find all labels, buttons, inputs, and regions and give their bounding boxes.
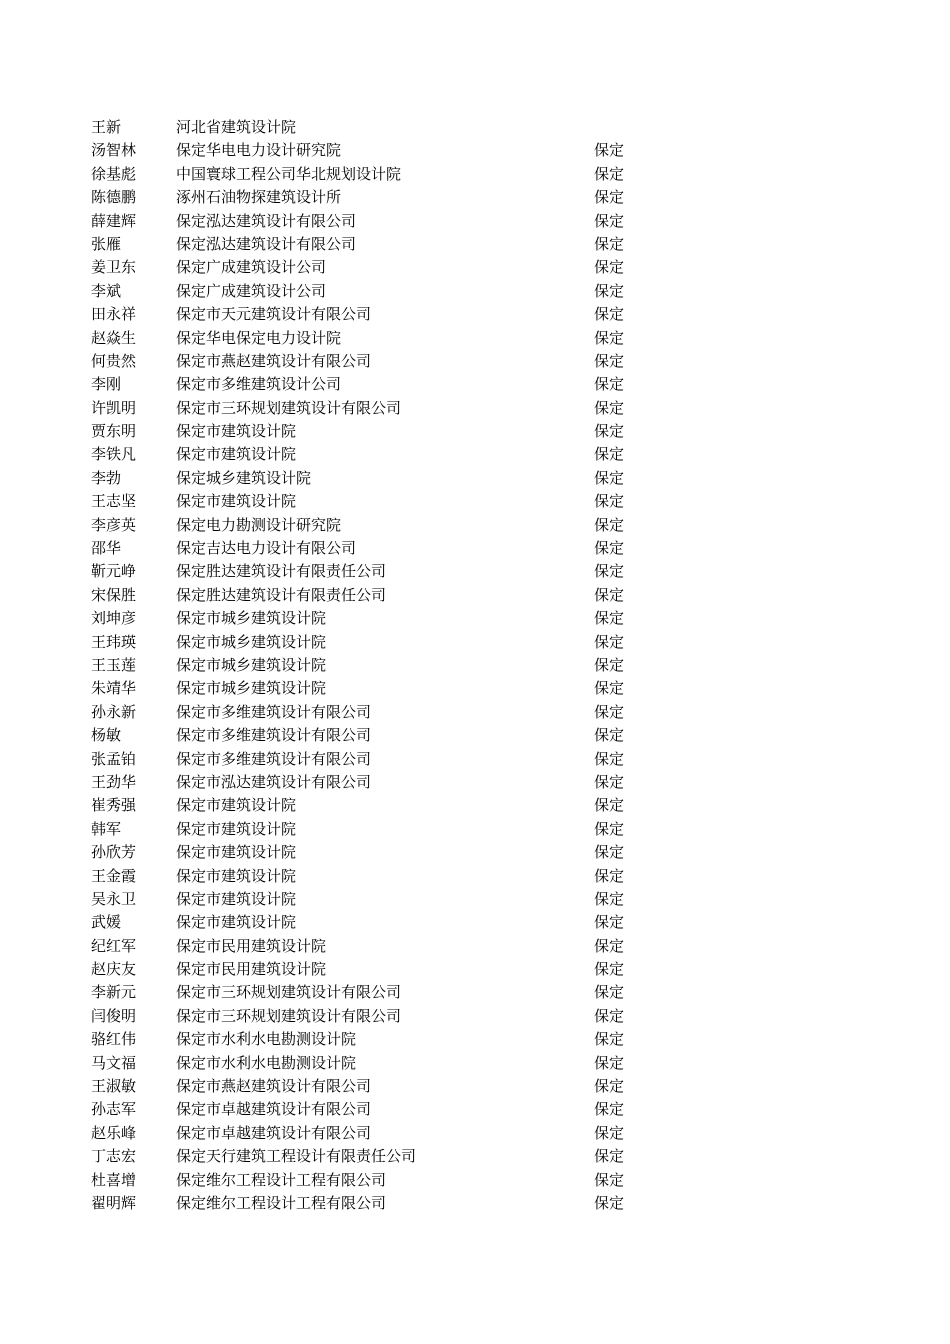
person-name-cell: 杨敏 bbox=[91, 726, 122, 745]
city-cell: 保定 bbox=[594, 1170, 625, 1189]
city-cell: 保定 bbox=[594, 1100, 625, 1119]
organization-cell: 保定市水利水电勘测设计院 bbox=[176, 1030, 357, 1049]
table-row bbox=[0, 139, 950, 162]
organization-cell: 保定维尔工程设计工程有限公司 bbox=[176, 1193, 387, 1212]
city-cell: 保定 bbox=[594, 819, 625, 838]
organization-cell: 保定市建筑设计院 bbox=[176, 422, 297, 441]
city-cell: 保定 bbox=[594, 328, 625, 347]
table-row bbox=[0, 537, 950, 560]
city-cell: 保定 bbox=[594, 164, 625, 183]
table-row bbox=[0, 677, 950, 700]
city-cell: 保定 bbox=[594, 1123, 625, 1142]
table-row bbox=[0, 1075, 950, 1098]
table-row bbox=[0, 584, 950, 607]
table-row bbox=[0, 1145, 950, 1168]
organization-cell: 保定市建筑设计院 bbox=[176, 819, 297, 838]
table-row bbox=[0, 794, 950, 817]
organization-cell: 保定市三环规划建筑设计有限公司 bbox=[176, 983, 402, 1002]
city-cell: 保定 bbox=[594, 188, 625, 207]
organization-cell: 保定市多维建筑设计公司 bbox=[176, 375, 342, 394]
person-name-cell: 陈德鹏 bbox=[91, 188, 137, 207]
table-row bbox=[0, 210, 950, 233]
table-row bbox=[0, 397, 950, 420]
table-row bbox=[0, 981, 950, 1004]
city-cell: 保定 bbox=[594, 585, 625, 604]
person-name-cell: 马文福 bbox=[91, 1053, 137, 1072]
organization-cell: 保定市燕赵建筑设计有限公司 bbox=[176, 1077, 372, 1096]
person-name-cell: 宋保胜 bbox=[91, 585, 137, 604]
table-row bbox=[0, 1192, 950, 1215]
table-row bbox=[0, 420, 950, 443]
organization-cell: 保定市建筑设计院 bbox=[176, 889, 297, 908]
person-name-cell: 丁志宏 bbox=[91, 1147, 137, 1166]
city-cell: 保定 bbox=[594, 960, 625, 979]
table-row bbox=[0, 443, 950, 466]
table-row bbox=[0, 1028, 950, 1051]
table-row bbox=[0, 1122, 950, 1145]
table-row bbox=[0, 841, 950, 864]
person-name-cell: 许凯明 bbox=[91, 398, 137, 417]
person-name-cell: 李刚 bbox=[91, 375, 122, 394]
city-cell: 保定 bbox=[594, 234, 625, 253]
city-cell: 保定 bbox=[594, 772, 625, 791]
city-cell: 保定 bbox=[594, 258, 625, 277]
organization-cell: 保定泓达建筑设计有限公司 bbox=[176, 211, 357, 230]
person-name-cell: 王劲华 bbox=[91, 772, 137, 791]
table-row bbox=[0, 1098, 950, 1121]
person-name-cell: 赵焱生 bbox=[91, 328, 137, 347]
organization-cell: 保定天行建筑工程设计有限责任公司 bbox=[176, 1147, 417, 1166]
organization-cell: 保定市建筑设计院 bbox=[176, 445, 297, 464]
person-name-cell: 李新元 bbox=[91, 983, 137, 1002]
city-cell: 保定 bbox=[594, 749, 625, 768]
roster-table bbox=[0, 116, 950, 1215]
table-row bbox=[0, 771, 950, 794]
table-row bbox=[0, 116, 950, 139]
person-name-cell: 李斌 bbox=[91, 281, 122, 300]
person-name-cell: 闫俊明 bbox=[91, 1006, 137, 1025]
table-row bbox=[0, 256, 950, 279]
organization-cell: 保定市建筑设计院 bbox=[176, 913, 297, 932]
organization-cell: 保定胜达建筑设计有限责任公司 bbox=[176, 585, 387, 604]
city-cell: 保定 bbox=[594, 679, 625, 698]
city-cell: 保定 bbox=[594, 1053, 625, 1072]
table-row bbox=[0, 186, 950, 209]
city-cell: 保定 bbox=[594, 1147, 625, 1166]
organization-cell: 保定市城乡建筑设计院 bbox=[176, 655, 327, 674]
city-cell: 保定 bbox=[594, 515, 625, 534]
person-name-cell: 武媛 bbox=[91, 913, 122, 932]
city-cell: 保定 bbox=[594, 702, 625, 721]
organization-cell: 保定市卓越建筑设计有限公司 bbox=[176, 1123, 372, 1142]
organization-cell: 保定市建筑设计院 bbox=[176, 492, 297, 511]
city-cell: 保定 bbox=[594, 141, 625, 160]
person-name-cell: 何贵然 bbox=[91, 351, 137, 370]
city-cell: 保定 bbox=[594, 983, 625, 1002]
person-name-cell: 张雁 bbox=[91, 234, 122, 253]
table-row bbox=[0, 818, 950, 841]
city-cell: 保定 bbox=[594, 796, 625, 815]
person-name-cell: 崔秀强 bbox=[91, 796, 137, 815]
person-name-cell: 王志坚 bbox=[91, 492, 137, 511]
organization-cell: 保定市水利水电勘测设计院 bbox=[176, 1053, 357, 1072]
city-cell: 保定 bbox=[594, 422, 625, 441]
person-name-cell: 汤智林 bbox=[91, 141, 137, 160]
table-row bbox=[0, 373, 950, 396]
organization-cell: 保定市城乡建筑设计院 bbox=[176, 609, 327, 628]
organization-cell: 保定市民用建筑设计院 bbox=[176, 936, 327, 955]
table-row bbox=[0, 865, 950, 888]
person-name-cell: 张孟铂 bbox=[91, 749, 137, 768]
person-name-cell: 刘坤彦 bbox=[91, 609, 137, 628]
organization-cell: 保定胜达建筑设计有限责任公司 bbox=[176, 562, 387, 581]
person-name-cell: 纪红军 bbox=[91, 936, 137, 955]
table-row bbox=[0, 911, 950, 934]
table-row bbox=[0, 350, 950, 373]
organization-cell: 保定市城乡建筑设计院 bbox=[176, 679, 327, 698]
city-cell: 保定 bbox=[594, 913, 625, 932]
table-row bbox=[0, 233, 950, 256]
city-cell: 保定 bbox=[594, 281, 625, 300]
table-row bbox=[0, 163, 950, 186]
city-cell: 保定 bbox=[594, 305, 625, 324]
person-name-cell: 赵乐峰 bbox=[91, 1123, 137, 1142]
table-row bbox=[0, 327, 950, 350]
city-cell: 保定 bbox=[594, 1030, 625, 1049]
table-row bbox=[0, 748, 950, 771]
city-cell: 保定 bbox=[594, 398, 625, 417]
city-cell: 保定 bbox=[594, 843, 625, 862]
city-cell: 保定 bbox=[594, 1193, 625, 1212]
person-name-cell: 王玮瑛 bbox=[91, 632, 137, 651]
organization-cell: 涿州石油物探建筑设计所 bbox=[176, 188, 342, 207]
table-row bbox=[0, 303, 950, 326]
table-row bbox=[0, 724, 950, 747]
table-row bbox=[0, 280, 950, 303]
city-cell: 保定 bbox=[594, 726, 625, 745]
organization-cell: 保定市建筑设计院 bbox=[176, 866, 297, 885]
organization-cell: 保定华电保定电力设计院 bbox=[176, 328, 342, 347]
city-cell: 保定 bbox=[594, 889, 625, 908]
city-cell: 保定 bbox=[594, 655, 625, 674]
city-cell: 保定 bbox=[594, 351, 625, 370]
organization-cell: 保定市泓达建筑设计有限公司 bbox=[176, 772, 372, 791]
organization-cell: 河北省建筑设计院 bbox=[176, 118, 297, 136]
city-cell: 保定 bbox=[594, 1006, 625, 1025]
organization-cell: 保定广成建筑设计公司 bbox=[176, 258, 327, 277]
person-name-cell: 薛建辉 bbox=[91, 211, 137, 230]
organization-cell: 保定华电电力设计研究院 bbox=[176, 141, 342, 160]
organization-cell: 保定城乡建筑设计院 bbox=[176, 468, 312, 487]
person-name-cell: 王玉莲 bbox=[91, 655, 137, 674]
table-row bbox=[0, 631, 950, 654]
organization-cell: 保定市多维建筑设计有限公司 bbox=[176, 749, 372, 768]
organization-cell: 中国寰球工程公司华北规划设计院 bbox=[176, 164, 402, 183]
organization-cell: 保定市多维建筑设计有限公司 bbox=[176, 726, 372, 745]
table-row bbox=[0, 958, 950, 981]
person-name-cell: 王金霞 bbox=[91, 866, 137, 885]
organization-cell: 保定市三环规划建筑设计有限公司 bbox=[176, 398, 402, 417]
person-name-cell: 靳元峥 bbox=[91, 562, 137, 581]
person-name-cell: 孙永新 bbox=[91, 702, 137, 721]
person-name-cell: 翟明辉 bbox=[91, 1193, 137, 1212]
organization-cell: 保定电力勘测设计研究院 bbox=[176, 515, 342, 534]
table-row bbox=[0, 467, 950, 490]
table-row bbox=[0, 560, 950, 583]
city-cell: 保定 bbox=[594, 375, 625, 394]
organization-cell: 保定市城乡建筑设计院 bbox=[176, 632, 327, 651]
person-name-cell: 邵华 bbox=[91, 539, 122, 558]
organization-cell: 保定市民用建筑设计院 bbox=[176, 960, 327, 979]
city-cell: 保定 bbox=[594, 936, 625, 955]
city-cell: 保定 bbox=[594, 562, 625, 581]
table-row bbox=[0, 490, 950, 513]
person-name-cell: 骆红伟 bbox=[91, 1030, 137, 1049]
person-name-cell: 贾东明 bbox=[91, 422, 137, 441]
city-cell: 保定 bbox=[594, 609, 625, 628]
person-name-cell: 王新 bbox=[91, 118, 122, 136]
table-row bbox=[0, 888, 950, 911]
table-row bbox=[0, 1052, 950, 1075]
organization-cell: 保定吉达电力设计有限公司 bbox=[176, 539, 357, 558]
organization-cell: 保定市建筑设计院 bbox=[176, 796, 297, 815]
person-name-cell: 李勃 bbox=[91, 468, 122, 487]
table-row bbox=[0, 701, 950, 724]
organization-cell: 保定市三环规划建筑设计有限公司 bbox=[176, 1006, 402, 1025]
city-cell: 保定 bbox=[594, 211, 625, 230]
person-name-cell: 徐基彪 bbox=[91, 164, 137, 183]
person-name-cell: 田永祥 bbox=[91, 305, 137, 324]
city-cell: 保定 bbox=[594, 492, 625, 511]
organization-cell: 保定市多维建筑设计有限公司 bbox=[176, 702, 372, 721]
organization-cell: 保定市建筑设计院 bbox=[176, 843, 297, 862]
organization-cell: 保定市燕赵建筑设计有限公司 bbox=[176, 351, 372, 370]
table-row bbox=[0, 1005, 950, 1028]
person-name-cell: 李铁凡 bbox=[91, 445, 137, 464]
city-cell: 保定 bbox=[594, 539, 625, 558]
person-name-cell: 赵庆友 bbox=[91, 960, 137, 979]
city-cell: 保定 bbox=[594, 1077, 625, 1096]
person-name-cell: 韩军 bbox=[91, 819, 122, 838]
table-row bbox=[0, 654, 950, 677]
person-name-cell: 姜卫东 bbox=[91, 258, 137, 277]
person-name-cell: 李彦英 bbox=[91, 515, 137, 534]
table-row bbox=[0, 607, 950, 630]
person-name-cell: 朱靖华 bbox=[91, 679, 137, 698]
table-row bbox=[0, 514, 950, 537]
person-name-cell: 孙欣芳 bbox=[91, 843, 137, 862]
city-cell: 保定 bbox=[594, 445, 625, 464]
organization-cell: 保定市天元建筑设计有限公司 bbox=[176, 305, 372, 324]
person-name-cell: 吴永卫 bbox=[91, 889, 137, 908]
person-name-cell: 孙志军 bbox=[91, 1100, 137, 1119]
table-row bbox=[0, 1169, 950, 1192]
organization-cell: 保定泓达建筑设计有限公司 bbox=[176, 234, 357, 253]
table-row bbox=[0, 935, 950, 958]
organization-cell: 保定广成建筑设计公司 bbox=[176, 281, 327, 300]
person-name-cell: 杜喜增 bbox=[91, 1170, 137, 1189]
organization-cell: 保定维尔工程设计工程有限公司 bbox=[176, 1170, 387, 1189]
city-cell: 保定 bbox=[594, 866, 625, 885]
city-cell: 保定 bbox=[594, 632, 625, 651]
organization-cell: 保定市卓越建筑设计有限公司 bbox=[176, 1100, 372, 1119]
city-cell: 保定 bbox=[594, 468, 625, 487]
person-name-cell: 王淑敏 bbox=[91, 1077, 137, 1096]
